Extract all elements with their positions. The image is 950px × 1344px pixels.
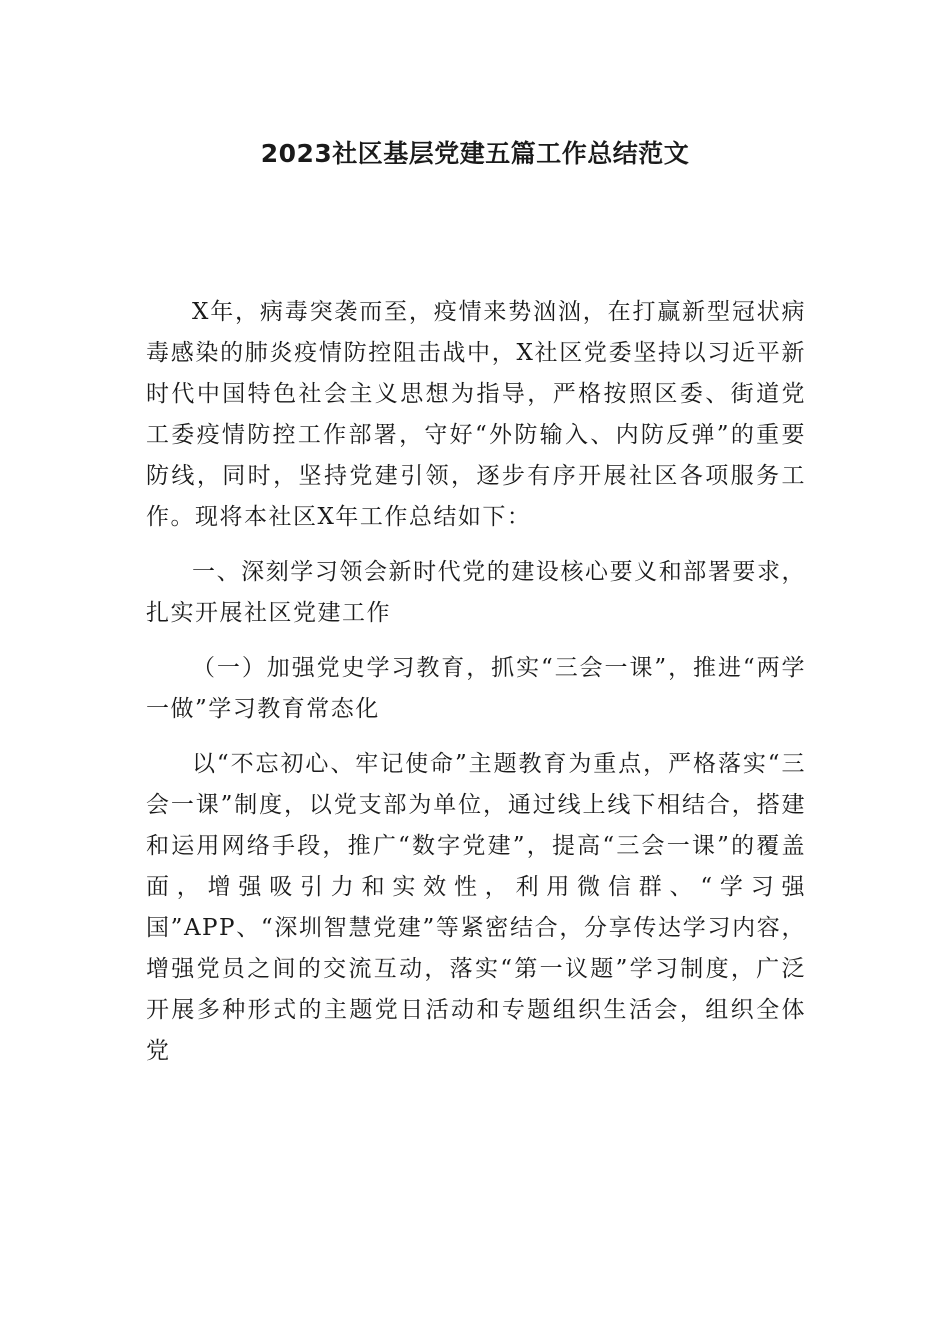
intro-paragraph: X年，病毒突袭而至，疫情来势汹汹，在打赢新型冠状病毒感染的肺炎疫情防控阻击战中，X社区党委坚持以习近平新时代中国特色社会主义思想为指导，严格按照区委、街道党工委疫情防控工作部署，守好“外防输入、内防反弹”的重要防线，同时，坚持党建引领，逐步有序开展社区各项服务工作。现将本社区X年工作总结如下： [146, 299, 806, 530]
document-body [146, 292, 806, 1086]
section-heading-1: 一、深刻学习领会新时代党的建设核心要义和部署要求，扎实开展社区党建工作 [146, 559, 806, 626]
document-title: 2023社区基层党建五篇工作总结范文 [260, 139, 690, 168]
body-paragraph-1: 以“不忘初心、牢记使命”主题教育为重点，严格落实“三会一课”制度，以党支部为单位，通过线上线下相结合，搭建和运用网络手段，推广“数字党建”，提高“三会一课”的覆盖面，增强吸引力和实效性，利用微信群、“学习强国”APP、“深圳智慧党建”等紧密结合，分享传达学习内容，增强党员之间的交流互动，落实“第一议题”学习制度，广泛开展多种形式的主题党日活动和专题组织生活会，组织全体党 [146, 751, 806, 1064]
subsection-heading-1: （一）加强党史学习教育，抓实“三会一课”，推进“两学一做”学习教育常态化 [146, 655, 806, 722]
